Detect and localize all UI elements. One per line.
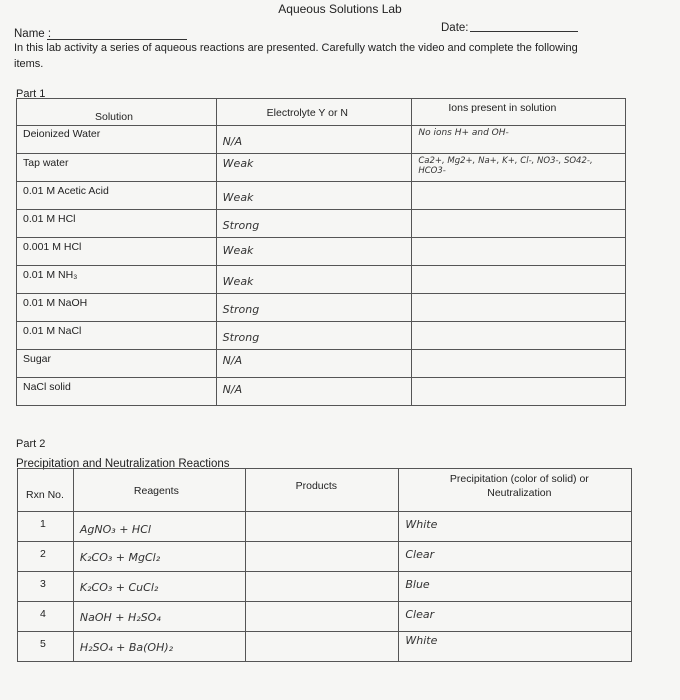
solution-name: Tap water <box>23 157 69 169</box>
part1-row <box>17 210 626 238</box>
part2-header-row <box>18 469 632 512</box>
electrolyte-answer: Weak <box>222 191 254 204</box>
part2-header-products: Products <box>245 469 399 512</box>
solution-name: 0.01 M HCl <box>23 213 76 225</box>
solution-name: 0.01 M NH₃ <box>23 269 78 281</box>
rxn-number: 5 <box>40 638 46 650</box>
solution-name: NaCl solid <box>23 381 71 393</box>
part1-label: Part 1 <box>16 88 46 100</box>
part2-row <box>18 542 632 572</box>
result-answer: White <box>405 634 438 647</box>
result-answer: Clear <box>405 608 435 621</box>
part2-subtitle: Precipitation and Neutralization Reactions <box>16 458 230 470</box>
part1-header-row <box>17 99 626 126</box>
date-line <box>470 31 578 32</box>
part1-row <box>17 322 626 350</box>
part1-header-electrolyte: Electrolyte Y or N <box>216 99 412 126</box>
page-title: Aqueous Solutions Lab <box>278 2 402 16</box>
solution-name: Deionized Water <box>23 128 101 140</box>
reagents-answer: AgNO₃ + HCl <box>79 523 151 536</box>
result-answer: Clear <box>405 548 435 561</box>
name-label: Name : <box>14 28 52 40</box>
date-label: Date: <box>441 22 469 34</box>
result-answer: White <box>405 518 438 531</box>
part2-row <box>18 512 632 542</box>
electrolyte-answer: N/A <box>222 354 243 367</box>
part1-row <box>17 378 626 406</box>
solution-name: 0.01 M NaCl <box>23 325 82 337</box>
electrolyte-answer: Strong <box>222 331 260 344</box>
reagents-answer: K₂CO₃ + MgCl₂ <box>79 551 161 564</box>
solution-name: Sugar <box>23 353 52 365</box>
part2-table <box>17 468 632 662</box>
ions-answer: No ions H+ and OH- <box>418 128 509 138</box>
part2-row <box>18 572 632 602</box>
part1-row <box>17 294 626 322</box>
electrolyte-answer: Strong <box>222 303 260 316</box>
part1-header-ions: Ions present in solution <box>412 99 626 126</box>
part2-header-result: Precipitation (color of solid) or Neutralization <box>399 469 632 512</box>
solution-name: 0.01 M NaOH <box>23 297 88 309</box>
part1-row <box>17 350 626 378</box>
part2-label: Part 2 <box>16 438 46 450</box>
part1-row <box>17 126 626 154</box>
rxn-number: 2 <box>40 548 46 560</box>
part2-header-rxn: Rxn No. <box>18 469 74 512</box>
part2-row <box>18 602 632 632</box>
rxn-number: 1 <box>40 518 46 530</box>
electrolyte-answer: Strong <box>222 219 260 232</box>
reagents-answer: H₂SO₄ + Ba(OH)₂ <box>79 641 174 654</box>
electrolyte-answer: Weak <box>222 275 254 288</box>
part1-row <box>17 154 626 182</box>
part1-row <box>17 182 626 210</box>
part2-row <box>18 632 632 662</box>
reagents-answer: NaOH + H₂SO₄ <box>79 611 161 624</box>
part1-table <box>16 98 626 406</box>
part1-row <box>17 238 626 266</box>
rxn-number: 3 <box>40 578 46 590</box>
part1-header-solution: Solution <box>17 99 217 126</box>
intro-text: In this lab activity a series of aqueous reactions are presented. Carefully watch the video and complete the following items. <box>14 42 578 70</box>
electrolyte-answer: Weak <box>222 244 254 257</box>
solution-name: 0.001 M HCl <box>23 241 82 253</box>
solution-name: 0.01 M Acetic Acid <box>23 185 109 197</box>
electrolyte-answer: N/A <box>222 135 243 148</box>
result-answer: Blue <box>405 578 430 591</box>
ions-answer: Ca2+, Mg2+, Na+, K+, Cl-, NO3-, SO42-, HCO3- <box>418 156 593 176</box>
electrolyte-answer: Weak <box>222 157 254 170</box>
reagents-answer: K₂CO₃ + CuCl₂ <box>79 581 159 594</box>
part2-header-reagents: Reagents <box>73 469 245 512</box>
electrolyte-answer: N/A <box>222 383 243 396</box>
rxn-number: 4 <box>40 608 46 620</box>
part1-row <box>17 266 626 294</box>
